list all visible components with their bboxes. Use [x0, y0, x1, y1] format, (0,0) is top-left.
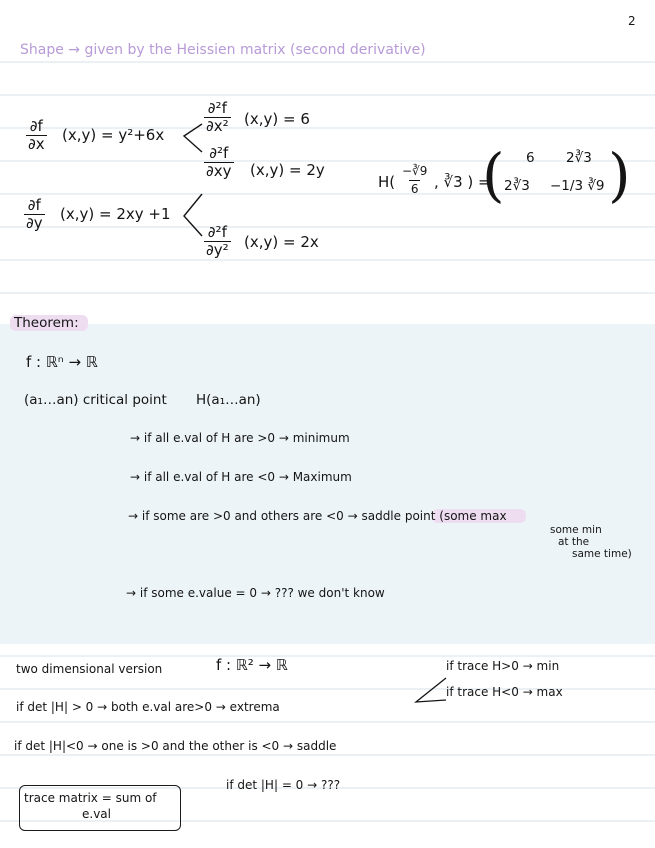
trace-note-line1: trace matrix = sum of [24, 791, 157, 805]
matrix-left-paren: ( [482, 141, 505, 209]
theorem-case-unknown: → if some e.value = 0 → ??? we don't know [126, 586, 385, 600]
fy-expression: (x,y) = 2xy +1 [60, 205, 171, 223]
fxy-expression: (x,y) = 2y [250, 161, 325, 179]
trace-branch [410, 674, 450, 710]
det-negative: if det |H|<0 → one is >0 and the other is <0 → saddle [14, 739, 337, 753]
saddle-note-line2: at the [558, 536, 590, 548]
saddle-note-line1: some min [550, 524, 602, 536]
fx-numerator: ∂f [29, 117, 43, 135]
fx-fraction [26, 118, 47, 153]
fxx-expression: (x,y) = 6 [244, 110, 310, 128]
hessian-matrix [482, 141, 631, 212]
fxx-fraction [204, 100, 231, 135]
fyy-numerator: ∂²f [207, 223, 227, 241]
fx-denominator: ∂x [28, 135, 45, 153]
theorem-function: f : ℝⁿ → ℝ [26, 353, 98, 371]
theorem-critical-point: (a₁…an) critical point [24, 392, 167, 408]
fx-expression: (x,y) = y²+6x [62, 126, 165, 144]
fyy-expression: (x,y) = 2x [244, 233, 319, 251]
fy-numerator: ∂f [27, 196, 41, 214]
theorem-hessian: H(a₁…an) [196, 392, 261, 408]
matrix-right-paren: ) [608, 141, 631, 209]
hessian-prefix: H( [378, 173, 396, 191]
page-number: 2 [628, 14, 636, 28]
matrix-m21: 2∛3 [504, 178, 530, 194]
det-positive: if det |H| > 0 → both e.val are>0 → extrema [16, 700, 280, 714]
saddle-note-line3: same time) [572, 548, 632, 560]
det-zero: if det |H| = 0 → ??? [226, 778, 341, 792]
two-dim-heading: two dimensional version [16, 662, 163, 676]
page-title: Shape → given by the Heissien matrix (second derivative) [20, 42, 426, 58]
trace-note-line2: e.val [82, 807, 111, 821]
fxy-denominator: ∂xy [206, 162, 232, 180]
fxx-numerator: ∂²f [207, 99, 227, 117]
fy-fraction [24, 197, 45, 232]
matrix-m12: 2∛3 [566, 150, 592, 166]
fxy-fraction [204, 145, 234, 180]
hessian-arg1-fraction [400, 163, 429, 198]
theorem-title: Theorem: [14, 315, 79, 331]
fyy-fraction [204, 224, 231, 259]
two-dim-function: f : ℝ² → ℝ [216, 656, 288, 674]
theorem-case-saddle: → if some are >0 and others are <0 → saddle point (some max [128, 509, 507, 523]
trace-negative: if trace H<0 → max [446, 685, 563, 699]
matrix-m11: 6 [526, 150, 535, 166]
matrix-m22: −1/3 ∛9 [550, 178, 605, 194]
trace-positive: if trace H>0 → min [446, 659, 560, 673]
fxy-numerator: ∂²f [209, 144, 229, 162]
fxx-denominator: ∂x² [206, 117, 229, 135]
hessian-arg1-numerator: −∛9 [402, 164, 428, 178]
theorem-case-minimum: → if all e.val of H are >0 → minimum [130, 431, 350, 445]
hessian-arg2: , ∛3 ) = [434, 173, 491, 191]
fy-denominator: ∂y [26, 214, 43, 232]
hessian-arg1-denominator: 6 [410, 182, 419, 196]
fyy-denominator: ∂y² [206, 241, 229, 259]
theorem-case-maximum: → if all e.val of H are <0 → Maximum [130, 470, 352, 484]
branch-bracket [176, 112, 206, 272]
